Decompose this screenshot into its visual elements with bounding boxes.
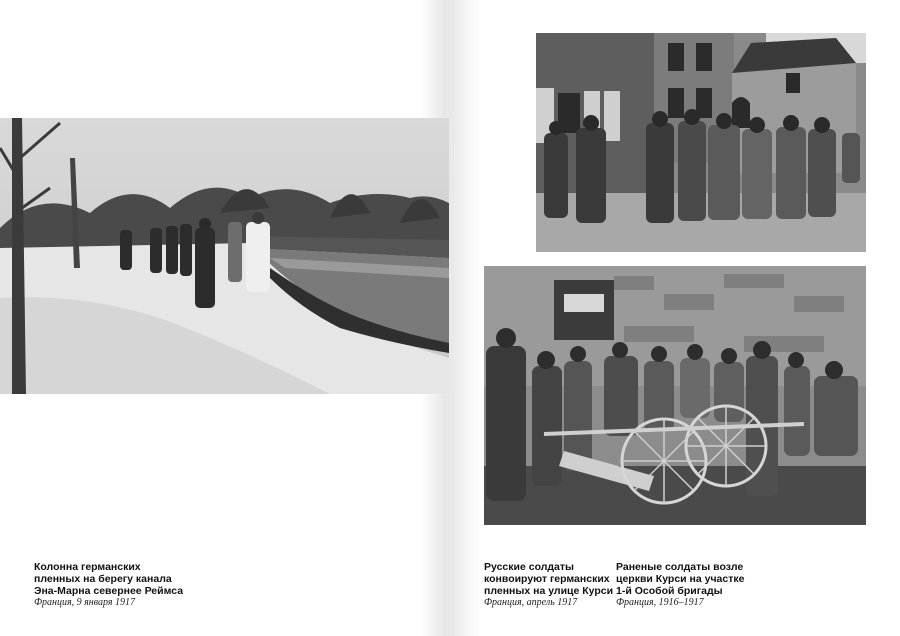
caption-meta: Франция, апрель 1917	[484, 597, 578, 608]
caption-line: Раненые солдаты возле	[616, 561, 744, 573]
caption-line: пленных на берегу канала	[34, 573, 172, 585]
gutter-shadow-right	[454, 0, 480, 636]
caption-meta: Франция, 1916–1917	[616, 597, 704, 608]
caption-meta: Франция, 9 января 1917	[34, 597, 136, 608]
caption-prisoners-canal	[34, 561, 183, 609]
photo-prisoners-canal	[0, 118, 449, 394]
caption-escort-street	[484, 561, 613, 609]
photo-wounded-cart	[484, 266, 866, 525]
photo-escort-street	[536, 33, 866, 252]
caption-line: конвоируют германских	[484, 573, 610, 585]
caption-line: пленных на улице Курси	[484, 585, 614, 597]
caption-line: церкви Курси на участке	[616, 573, 745, 585]
caption-line: Русские солдаты	[484, 561, 575, 573]
caption-wounded-cart	[616, 561, 744, 609]
caption-line: Колонна германских	[34, 561, 141, 573]
caption-line: Эна-Марна севернее Реймса	[34, 585, 184, 597]
caption-line: 1-й Особой бригады	[616, 585, 723, 597]
